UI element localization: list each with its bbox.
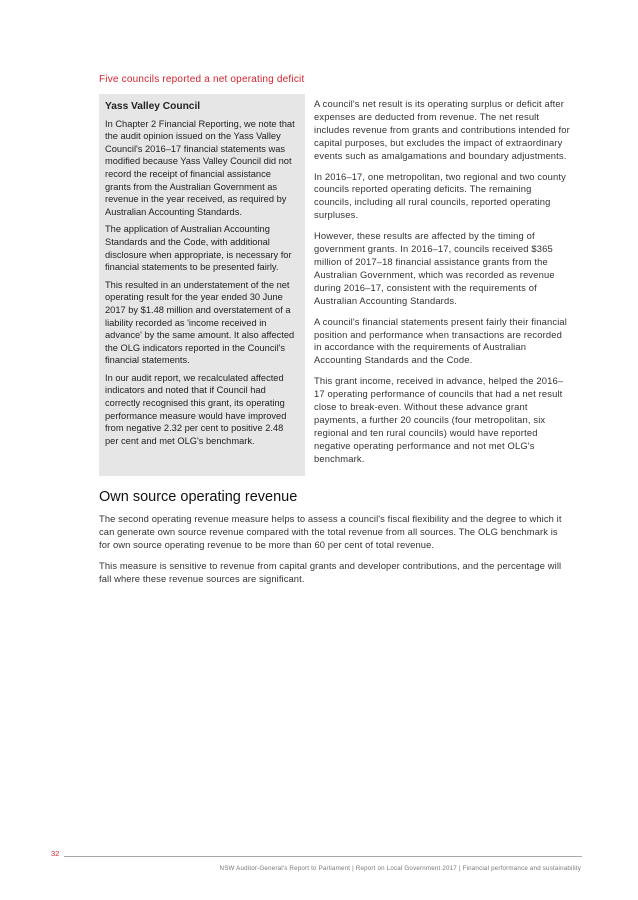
sidebar-paragraph: The application of Australian Accounting Standards and the Code, with additional disclosure when appropriate, is necessary for financial statements to be presented fairly. [105, 224, 292, 273]
body-paragraph: This measure is sensitive to revenue from capital grants and developer contributions, and the percentage will fall where these revenue sources are significant. [99, 559, 562, 584]
sidebar-paragraph: In our audit report, we recalculated affected indicators and noted that if Council had correctly recognised this grant, its operating performance measure would have improved from negative 2.32 per cent to positive 2.48 per cent and met OLG's benchmark. [105, 372, 287, 446]
own-source-heading: Own source operating revenue [99, 489, 298, 505]
main-column [314, 98, 570, 474]
body-paragraph: The second operating revenue measure helps to assess a council's fiscal flexibility and the degree to which it can generate own source revenue compared with the total revenue from all sources. The OLG benchmark is for own source operating revenue to be more than 60 per cent of total revenue. [99, 513, 562, 550]
footer-divider [64, 856, 582, 857]
page-number: 32 [51, 849, 60, 858]
body-paragraph: In 2016–17, one metropolitan, two regional and two county councils reported operating deficits. The remaining councils, including all rural councils, reported operating surpluses. [314, 170, 566, 221]
body-paragraph: A council's net result is its operating surplus or deficit after expenses are deducted from revenue. The net result includes revenue from grants and contributions intended for capital purposes, but excludes the impact of extraordinary events such as amalgamations and boundary adjustments. [314, 98, 570, 161]
sidebar-paragraph: In Chapter 2 Financial Reporting, we note that the audit opinion issued on the Yass Valley Council's 2016–17 financial statements was modified because Yass Valley Council did not record the receipt of financial assistance grants from the Australian Government as revenue in the year received, as required by Australian Accounting Standards. [105, 118, 295, 217]
body-paragraph: This grant income, received in advance, helped the 2016–17 operating performance of councils that had a net result close to break-even. Without these advance grant payments, a further 20 councils (four metropolitan, six regional and ten rural councils) would have reported negative operating performance and not met OLG's benchmark. [314, 375, 564, 464]
footer-text: NSW Auditor-General's Report to Parliament | Report on Local Government 2017 | Financial performance and sustainability [219, 865, 581, 872]
sidebar-paragraph: This resulted in an understatement of the net operating result for the year ended 30 June 2017 by $1.48 million and overstatement of a liability recorded as 'income received in advance' by the same amount. It also affected the OLG indicators reported in the Council's financial statements. [105, 279, 295, 366]
sidebar-title: Yass Valley Council [105, 101, 201, 112]
own-source-body [99, 513, 571, 594]
body-paragraph: A council's financial statements present fairly their financial position and performance when transactions are recorded in accordance with the requirements of Australian Accounting Standards and the Code. [314, 315, 568, 366]
section-heading: Five councils reported a net operating deficit [99, 74, 305, 85]
body-paragraph: However, these results are affected by the timing of government grants. In 2016–17, councils received $365 million of 2017–18 financial assistance grants from the Australian Government, which was recorded as revenue during 2016–17, consistent with the requirements of Australian Accounting Standards. [314, 230, 555, 306]
case-study-sidebar [99, 94, 305, 476]
